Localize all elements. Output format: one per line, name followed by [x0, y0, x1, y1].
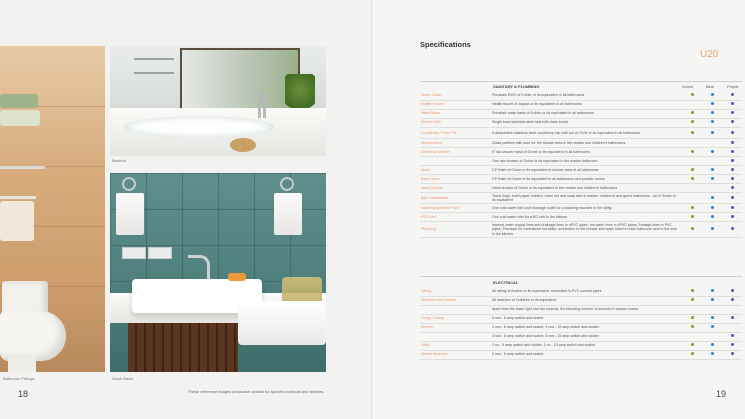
- blue-availability-dot: [711, 196, 714, 199]
- availability-blue: [702, 91, 722, 100]
- availability-purple: [722, 127, 742, 138]
- availability-green: [682, 305, 702, 314]
- green-availability-dot: [691, 227, 694, 230]
- spec-row: [420, 341, 742, 350]
- spec-row: [420, 165, 742, 174]
- blue-availability-dot: [711, 325, 714, 328]
- availability-blue: [702, 296, 722, 305]
- spec-row: [420, 296, 742, 305]
- spec-item-label: [420, 156, 492, 165]
- green-availability-dot: [691, 215, 694, 218]
- availability-blue: [702, 100, 722, 109]
- spec-item-label: Switches and Sockets: [420, 296, 492, 305]
- purple-availability-dot: [731, 334, 734, 337]
- section-heading-electrical: ELECTRICAL: [493, 280, 519, 285]
- availability-blue: [702, 165, 722, 174]
- spec-item-description: Single bowl stainless steel sink with drain board: [492, 118, 682, 127]
- spec-row: [420, 305, 742, 314]
- availability-green: [682, 287, 702, 296]
- spec-item-description: Internal water supply lines and drainage lines in uPVC pipes; hot water lines in cPVC pipes; Sewage lines in PVC pipes; Provision for centralized hot water connection to the shower and wash basin in each bathroom and to the sink in the kitchen: [492, 222, 682, 238]
- availability-blue: [702, 147, 722, 156]
- spec-item-description: One rain shower of Grohe or its equivalent in the master bathroom: [492, 156, 682, 165]
- blue-availability-dot: [711, 131, 714, 134]
- spec-item-label: Spout: [420, 165, 492, 174]
- electrical-spec-table: [420, 287, 742, 360]
- purple-availability-dot: [731, 316, 734, 319]
- spec-item-label: [420, 305, 492, 314]
- availability-green: [682, 165, 702, 174]
- spec-item-description: Porcelain EWC of Kohler or its equivalent in all bathrooms: [492, 91, 682, 100]
- page-number-left: 18: [18, 389, 29, 399]
- purple-availability-dot: [731, 93, 734, 96]
- blue-availability-dot: [711, 343, 714, 346]
- column-head-blue: Blue: [706, 84, 715, 89]
- green-availability-dot: [691, 168, 694, 171]
- spec-item-description: Towel rings, toilet paper holders, towel rod and soap dish in master, children's and guest bathrooms - all of Grohe or its equivalent: [492, 192, 682, 203]
- green-availability-dot: [691, 289, 694, 292]
- purple-availability-dot: [731, 177, 734, 180]
- availability-purple: [722, 323, 742, 332]
- purple-availability-dot: [731, 343, 734, 346]
- availability-green: [682, 222, 702, 238]
- blue-availability-dot: [711, 352, 714, 355]
- spec-item-description: 2 nos - 6 amp switch and socket: [492, 350, 682, 359]
- blue-availability-dot: [711, 93, 714, 96]
- availability-purple: [722, 165, 742, 174]
- spec-item-label: Master Bedroom: [420, 350, 492, 359]
- spec-item-label: Bath Accessories: [420, 192, 492, 203]
- availability-purple: [722, 341, 742, 350]
- availability-green: [682, 314, 702, 323]
- spec-row: [420, 156, 742, 165]
- availability-blue: [702, 138, 722, 147]
- availability-green: [682, 341, 702, 350]
- availability-green: [682, 332, 702, 341]
- spec-row: [420, 314, 742, 323]
- spec-item-label: Wash Basin: [420, 109, 492, 118]
- blue-availability-dot: [711, 227, 714, 230]
- disclaimer-text: These reference images showcase options for specific products and finishes.: [188, 389, 325, 394]
- purple-availability-dot: [731, 298, 734, 301]
- availability-blue: [702, 174, 722, 183]
- availability-green: [682, 296, 702, 305]
- availability-purple: [722, 287, 742, 296]
- spec-item-description: 1 no - 6 amp switch and socket, 1 no - 15 amp switch and socket: [492, 341, 682, 350]
- availability-purple: [722, 174, 742, 183]
- spec-item-label: Countertop / Floor Tile: [420, 127, 492, 138]
- availability-purple: [722, 118, 742, 127]
- blue-availability-dot: [711, 120, 714, 123]
- spec-item-description: Health faucet of Jaquar or its equivalent in all bathrooms: [492, 100, 682, 109]
- availability-blue: [702, 314, 722, 323]
- availability-purple: [722, 100, 742, 109]
- green-availability-dot: [691, 316, 694, 319]
- purple-availability-dot: [731, 352, 734, 355]
- availability-blue: [702, 305, 722, 314]
- green-availability-dot: [691, 131, 694, 134]
- spec-row: [420, 118, 742, 127]
- availability-blue: [702, 287, 722, 296]
- availability-green: [682, 91, 702, 100]
- availability-blue: [702, 332, 722, 341]
- green-availability-dot: [691, 93, 694, 96]
- green-availability-dot: [691, 120, 694, 123]
- spec-item-description: CP finish of Grohe or its equivalent in all bathrooms and powder rooms: [492, 174, 682, 183]
- caption-basin: Wash Basin: [112, 376, 134, 381]
- spec-row: [420, 100, 742, 109]
- blue-availability-dot: [711, 298, 714, 301]
- availability-purple: [722, 332, 742, 341]
- page-title: Specifications: [420, 40, 471, 49]
- availability-blue: [702, 323, 722, 332]
- availability-purple: [722, 350, 742, 359]
- spec-item-description: CP finish of Grohe or its equivalent in shower area of all bathrooms: [492, 165, 682, 174]
- spec-item-label: Health Faucet: [420, 100, 492, 109]
- spec-row: [420, 109, 742, 118]
- availability-blue: [702, 341, 722, 350]
- spec-item-description: One cold water inlet and drainage outlet for a washing machine in the utility: [492, 204, 682, 213]
- green-availability-dot: [691, 150, 694, 153]
- purple-availability-dot: [731, 150, 734, 153]
- spec-item-label: Kitchen Sink: [420, 118, 492, 127]
- availability-blue: [702, 222, 722, 238]
- availability-blue: [702, 192, 722, 203]
- model-code: U20: [700, 49, 719, 60]
- availability-green: [682, 118, 702, 127]
- spec-item-description: All switches of Crabtree or its equivalent: [492, 296, 682, 305]
- availability-green: [682, 100, 702, 109]
- column-head-purple: Purple: [727, 84, 739, 89]
- spec-item-label: Utility: [420, 341, 492, 350]
- spec-item-description: Porcelain wash basin of Kohler or its equivalent in all bathrooms: [492, 109, 682, 118]
- spec-item-description: 3 nos - 6 amp switch and socket, 4 nos - 15 amp switch and socket: [492, 323, 682, 332]
- spec-row: [420, 183, 742, 192]
- availability-purple: [722, 222, 742, 238]
- availability-green: [682, 192, 702, 203]
- caption-toilet: Bathroom Fittings: [3, 376, 35, 381]
- availability-green: [682, 138, 702, 147]
- purple-availability-dot: [731, 120, 734, 123]
- availability-green: [682, 174, 702, 183]
- blue-availability-dot: [711, 111, 714, 114]
- green-availability-dot: [691, 325, 694, 328]
- availability-purple: [722, 109, 742, 118]
- spec-item-label: Wiring: [420, 287, 492, 296]
- blue-availability-dot: [711, 168, 714, 171]
- spec-item-label: Washing Machine Point: [420, 204, 492, 213]
- spec-row: [420, 127, 742, 138]
- bathroom-fittings-photo: [0, 46, 105, 372]
- spec-row: [420, 204, 742, 213]
- blue-availability-dot: [711, 289, 714, 292]
- blue-availability-dot: [711, 150, 714, 153]
- availability-purple: [722, 147, 742, 156]
- availability-green: [682, 147, 702, 156]
- page-number-right: 19: [716, 389, 727, 399]
- spec-row: [420, 174, 742, 183]
- availability-purple: [722, 192, 742, 203]
- spec-item-label: [420, 332, 492, 341]
- spec-item-label: Shower Area: [420, 138, 492, 147]
- section-rule-top: [420, 81, 742, 82]
- spec-item-description: A detachable stainless steel countertop tap with cut of CIV/e or its equivalent in all bathrooms: [492, 127, 682, 138]
- blue-availability-dot: [711, 177, 714, 180]
- availability-green: [682, 204, 702, 213]
- availability-purple: [722, 213, 742, 222]
- spec-item-label: Water Closet: [420, 91, 492, 100]
- availability-green: [682, 109, 702, 118]
- green-availability-dot: [691, 111, 694, 114]
- blue-availability-dot: [711, 316, 714, 319]
- purple-availability-dot: [731, 102, 734, 105]
- spec-row: [420, 213, 742, 222]
- spec-row: [420, 287, 742, 296]
- green-availability-dot: [691, 343, 694, 346]
- section-heading-sanitary: SANITARY & PLUMBING: [493, 84, 540, 89]
- purple-availability-dot: [731, 186, 734, 189]
- spec-row: [420, 138, 742, 147]
- availability-green: [682, 127, 702, 138]
- spec-item-label: Overhead Shower: [420, 147, 492, 156]
- green-availability-dot: [691, 177, 694, 180]
- spec-item-description: Hand shower of Grohe or its equivalent in the master and children's bathrooms: [492, 183, 682, 192]
- green-availability-dot: [691, 206, 694, 209]
- availability-purple: [722, 204, 742, 213]
- spec-row: [420, 91, 742, 100]
- purple-availability-dot: [731, 227, 734, 230]
- availability-green: [682, 350, 702, 359]
- spec-item-description: 8" dia shower head of Grohe or its equivalent in all bathrooms: [492, 147, 682, 156]
- column-head-green: Green: [682, 84, 694, 89]
- purple-availability-dot: [731, 111, 734, 114]
- availability-purple: [722, 296, 742, 305]
- spec-item-label: RO Point: [420, 213, 492, 222]
- spec-row: [420, 222, 742, 238]
- purple-availability-dot: [731, 215, 734, 218]
- availability-blue: [702, 204, 722, 213]
- availability-blue: [702, 118, 722, 127]
- spec-item-description: Glass partition with door for the shower area in the master and children's bathrooms: [492, 138, 682, 147]
- availability-purple: [722, 138, 742, 147]
- spec-item-label: Plumbing: [420, 222, 492, 238]
- spec-item-description: 5 nos - 6 amp switch and socket: [492, 314, 682, 323]
- green-availability-dot: [691, 298, 694, 301]
- availability-green: [682, 213, 702, 222]
- availability-blue: [702, 127, 722, 138]
- purple-availability-dot: [731, 206, 734, 209]
- caption-bath: Bathtub: [112, 158, 126, 163]
- availability-purple: [722, 156, 742, 165]
- blue-availability-dot: [711, 206, 714, 209]
- availability-green: [682, 183, 702, 192]
- availability-purple: [722, 314, 742, 323]
- spec-row: [420, 147, 742, 156]
- purple-availability-dot: [731, 159, 734, 162]
- availability-blue: [702, 183, 722, 192]
- wash-basin-photo: [110, 173, 326, 372]
- spec-item-label: Living / Dining: [420, 314, 492, 323]
- green-availability-dot: [691, 352, 694, 355]
- spec-row: [420, 323, 742, 332]
- purple-availability-dot: [731, 168, 734, 171]
- spec-item-description: Apart from the basic light and fan controls, the following number of sockets in various rooms:: [492, 305, 682, 314]
- blue-availability-dot: [711, 102, 714, 105]
- purple-availability-dot: [731, 131, 734, 134]
- spec-item-description: 3 nos - 6 amp switch and socket, 5 nos - 15 amp switch and socket: [492, 332, 682, 341]
- availability-blue: [702, 350, 722, 359]
- spec-item-description: All wiring of Anchor or its equivalent, concealed in PVC conduit pipes: [492, 287, 682, 296]
- availability-blue: [702, 156, 722, 165]
- availability-purple: [722, 183, 742, 192]
- availability-purple: [722, 305, 742, 314]
- spec-item-description: One cold water inlet for a RO unit in the kitchen: [492, 213, 682, 222]
- section-rule-electrical: [420, 276, 742, 277]
- spec-row: [420, 350, 742, 359]
- spec-item-label: Kitchen: [420, 323, 492, 332]
- bathtub-photo: [110, 46, 326, 156]
- purple-availability-dot: [731, 196, 734, 199]
- purple-availability-dot: [731, 141, 734, 144]
- spec-item-label: Basin Mixer: [420, 174, 492, 183]
- blue-availability-dot: [711, 215, 714, 218]
- sanitary-spec-table: [420, 91, 742, 238]
- availability-blue: [702, 213, 722, 222]
- availability-blue: [702, 109, 722, 118]
- purple-availability-dot: [731, 289, 734, 292]
- spec-row: [420, 192, 742, 203]
- availability-purple: [722, 91, 742, 100]
- availability-green: [682, 323, 702, 332]
- spec-item-label: Hand Shower: [420, 183, 492, 192]
- availability-green: [682, 156, 702, 165]
- spec-row: [420, 332, 742, 341]
